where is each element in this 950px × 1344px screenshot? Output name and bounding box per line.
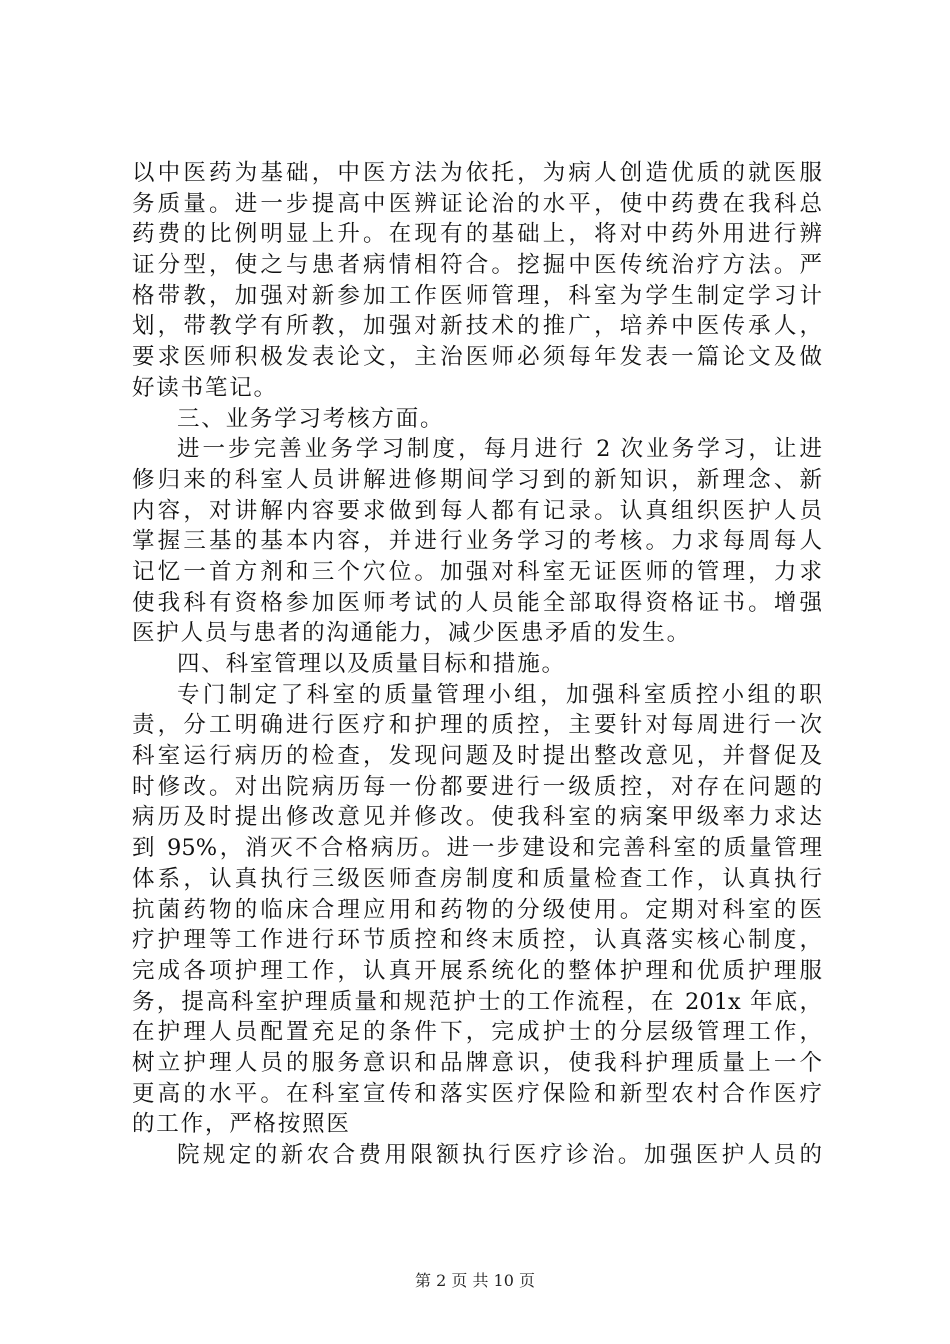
text-line: 时修改。对出院病历每一份都要进行一级质控，对存在问题的 <box>132 773 822 800</box>
text-line: 完成各项护理工作，认真开展系统化的整体护理和优质护理服 <box>132 957 822 984</box>
text-line: 的工作，严格按照医 <box>132 1111 351 1138</box>
text-line: 好读书笔记。 <box>132 374 278 401</box>
text-line: 记忆一首方剂和三个穴位。加强对科室无证医师的管理，力求 <box>132 558 822 585</box>
text-line: 在护理人员配置充足的条件下，完成护士的分层级管理工作， <box>132 1019 822 1046</box>
text-line: 体系，认真执行三级医师查房制度和质量检查工作，认真执行 <box>132 865 822 892</box>
text-line: 疗护理等工作进行环节质控和终末质控，认真落实核心制度， <box>132 927 822 954</box>
text-line: 三、业务学习考核方面。 <box>177 405 445 432</box>
text-line: 务质量。进一步提高中医辨证论治的水平，使中药费在我科总 <box>132 190 822 217</box>
text-line: 要求医师积极发表论文，主治医师必须每年发表一篇论文及做 <box>132 344 822 371</box>
text-line: 医护人员与患者的沟通能力，减少医患矛盾的发生。 <box>132 620 691 647</box>
text-line: 科室运行病历的检查，发现问题及时提出整改意见，并督促及 <box>132 743 822 770</box>
document-body <box>132 158 822 1171</box>
text-line: 划，带教学有所教，加强对新技术的推广，培养中医传承人， <box>132 313 822 340</box>
text-line: 四、科室管理以及质量目标和措施。 <box>177 651 566 677</box>
text-line: 院规定的新农合费用限额执行医疗诊治。加强医护人员的 <box>177 1142 822 1168</box>
text-line: 证分型，使之与患者病情相符合。挖掘中医传统治疗方法。严 <box>132 252 822 279</box>
text-line: 责，分工明确进行医疗和护理的质控，主要针对每周进行一次 <box>132 712 822 739</box>
text-line: 掌握三基的基本内容，并进行业务学习的考核。力求每周每人 <box>132 528 822 555</box>
text-line: 病历及时提出修改意见并修改。使我科室的病案甲级率力求达 <box>132 804 822 831</box>
text-line: 抗菌药物的临床合理应用和药物的分级使用。定期对科室的医 <box>132 896 822 923</box>
text-line: 以中医药为基础，中医方法为依托，为病人创造优质的就医服 <box>132 160 822 186</box>
text-line: 修归来的科室人员讲解进修期间学习到的新知识，新理念、新 <box>132 466 822 493</box>
text-line: 更高的水平。在科室宣传和落实医疗保险和新型农村合作医疗 <box>132 1080 822 1107</box>
text-line: 到 95%，消灭不合格病历。进一步建设和完善科室的质量管理 <box>132 835 822 862</box>
text-line: 格带教，加强对新参加工作医师管理，科室为学生制定学习计 <box>132 282 822 309</box>
text-line: 内容，对讲解内容要求做到每人都有记录。认真组织医护人员 <box>132 497 822 524</box>
text-line: 药费的比例明显上升。在现有的基础上，将对中药外用进行辨 <box>132 221 822 248</box>
text-line: 树立护理人员的服务意识和品牌意识，使我科护理质量上一个 <box>132 1049 822 1076</box>
text-line: 务，提高科室护理质量和规范护士的工作流程，在 201x 年底， <box>132 988 822 1015</box>
page-footer: 第 2 页 共 10 页 <box>415 1271 535 1290</box>
text-line: 使我科有资格参加医师考试的人员能全部取得资格证书。增强 <box>132 589 822 616</box>
text-line: 专门制定了科室的质量管理小组，加强科室质控小组的职 <box>177 681 822 708</box>
text-line: 进一步完善业务学习制度，每月进行 2 次业务学习，让进 <box>177 436 822 463</box>
